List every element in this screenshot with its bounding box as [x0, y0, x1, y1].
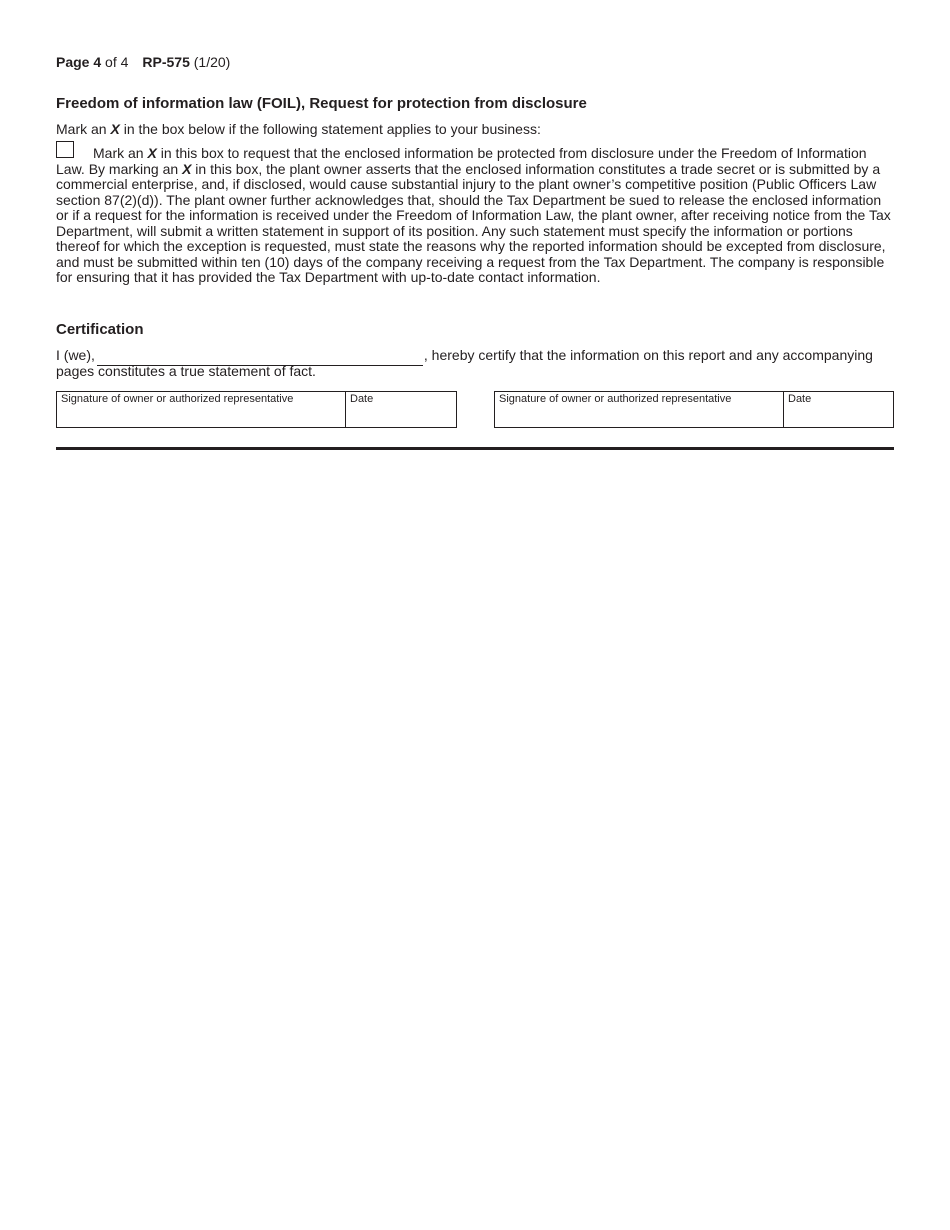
- foil-body-mid: in this box to request that the enclosed information be protected from disclosure under the Freedom of Information Law. By marking an: [56, 145, 867, 177]
- certification-title: Certification: [56, 321, 144, 338]
- certification-pre: I (we),: [56, 347, 95, 363]
- x-mark: X: [147, 145, 157, 161]
- x-mark: X: [182, 160, 192, 177]
- foil-body-post: in this box, the plant owner asserts that the enclosed information constitutes a trade secret or is submitted by a commercial enterprise, and, if disclosed, would cause substantial injury to the plant owner’s competitive position (Public Officers Law section 87(2)(d)). The plant owner further acknowledges that, should the Tax Department be sued to release the enclosed information or if a request for the information is received under the Freedom of Information Law, the plant owner, after receiving notice from the Tax Department, will submit a written statement in support of its position. Any such statement must specify the information or portions thereof for which the exception is requested, must state the reasons why the reported information should be excepted from disclosure, and must be submitted within ten (10) days of the company receiving a request from the Tax Department. The company is responsible for ensuring that it has provided the Tax Department with up-to-date contact information.: [56, 160, 891, 285]
- page-total: of 4: [105, 54, 129, 70]
- foil-instruction: [56, 121, 541, 137]
- x-mark: X: [110, 121, 120, 137]
- form-id: RP-575: [142, 54, 190, 70]
- signature-field-2[interactable]: [495, 392, 784, 427]
- certification-statement-continued: pages constitutes a true statement of fact.: [56, 363, 316, 379]
- foil-intro-post: in the box below if the following statement applies to your business:: [119, 121, 541, 137]
- certification-post: , hereby certify that the information on this report and any accompanying: [423, 347, 873, 363]
- date-field-2[interactable]: [784, 392, 893, 427]
- page-number: Page 4: [56, 54, 102, 70]
- signature-field-1[interactable]: [57, 392, 346, 427]
- date-label: Date: [788, 393, 812, 405]
- signature-label: Signature of owner or authorized representative: [499, 393, 732, 405]
- signature-block-1: [56, 391, 457, 428]
- foil-statement: [56, 146, 894, 286]
- signature-label: Signature of owner or authorized representative: [61, 393, 294, 405]
- date-field-1[interactable]: [346, 392, 456, 427]
- foil-intro-pre: Mark an: [56, 121, 111, 137]
- foil-body-pre: Mark an: [93, 145, 148, 161]
- foil-section-title: Freedom of information law (FOIL), Request for protection from disclosure: [56, 95, 587, 112]
- date-label: Date: [350, 393, 374, 405]
- form-revision: (1/20): [193, 54, 231, 70]
- signature-block-2: [494, 391, 894, 428]
- bottom-rule: [56, 447, 894, 450]
- page-header: [56, 54, 230, 70]
